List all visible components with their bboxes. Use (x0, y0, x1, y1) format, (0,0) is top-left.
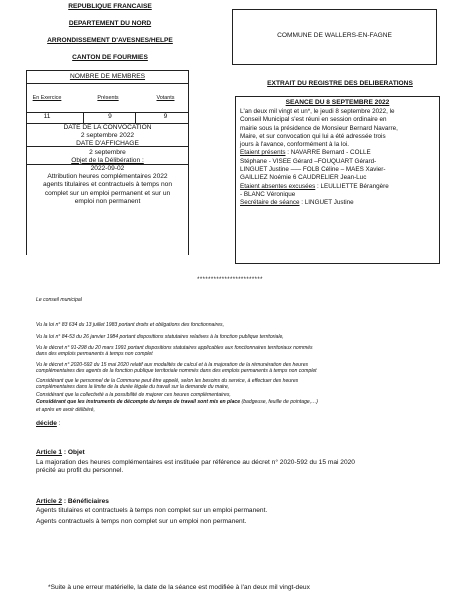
members-table (26, 70, 189, 124)
members-header-votants: Votants (156, 95, 175, 101)
article-1-line-2: précité au profit du personnel. (36, 467, 124, 475)
objet-line-3: complet sur un emploi permanent et sur un (44, 189, 171, 197)
affichage-title: DATE D'AFFICHAGE (76, 140, 139, 148)
article-1-line-1: La majoration des heures complémentaires est instituée par référence au décret n° 2020-592 du 15 mai 2020 (36, 459, 355, 466)
convocation-date: 2 septembre 2022 (80, 132, 135, 140)
article-1-text (36, 459, 426, 475)
commune-box (232, 9, 437, 65)
vu-4a: Vu le décret n° 2020-592 du 15 mai 2020 relatif aux modalités de calcul et à la majoration de la rémunération des heures (36, 362, 309, 368)
presents-line-4: GAILLIEZ Noémie 6 CAUDRELIER Jean-Luc (240, 174, 367, 182)
considerant-3-rest: (badgeuse, feuille de pointage,…) (240, 399, 318, 405)
article-2-label: Article 2 (36, 498, 63, 505)
article-1-rest: : Objet (62, 449, 85, 456)
vu-3a: Vu le décret n° 91-298 du 20 mars 1991 portant dispositions statutaires applicables aux fonctionnaires territoriaux nommés (36, 345, 313, 351)
vu-4 (36, 362, 416, 375)
decide-colon: : (56, 420, 61, 427)
objet-line-1: Attribution heures complémentaires 2022 (47, 173, 168, 181)
considerant-1a: Considérant que le personnel de la Commune peut être appelé, selon les besoins du service, à effectuer des heures (36, 378, 299, 384)
vu-4b: complémentaires des agents de la fonction publique territoriale nommés dans des emplois permanents à temps non complet (36, 368, 317, 375)
objet-ref: 2022-09-02 (90, 165, 125, 173)
members-header-exercice: En Exercice (32, 95, 62, 101)
footnote: *Suite à une erreur matérielle, la date de la séance est modifiée à l'an deux mil vingt-deux (48, 584, 310, 591)
decide-label: décide (36, 420, 57, 427)
decide-line (36, 420, 61, 428)
secretaire-text: : LINGUET Justine (299, 199, 354, 207)
article-2-rest: : Bénéficiaires (62, 498, 109, 505)
header-canton: CANTON DE FOURMIES (72, 54, 148, 61)
article-2-line-2: Agents contractuels à temps non complet sur un emploi non permanent. (36, 518, 247, 526)
seance-line-4: Maire, et sur convocation qui lui a été adressée trois (240, 132, 386, 140)
objet-title: Objet de la Délibération : (71, 156, 144, 164)
presents-line-3: LINGUET Justine ––– FOLB Céline – MAES Xavier- (240, 166, 386, 174)
article-1-label: Article 1 (36, 449, 63, 456)
members-title: NOMBRE DE MEMBRES (69, 73, 146, 80)
seance-title: SEANCE DU 8 SEPTEMBRE 2022 (285, 99, 390, 106)
vu-1: Vu la loi n° 83 634 du 13 juillet 1983 portant droits et obligations des fonctionnaires, (36, 322, 224, 328)
convocation-title: DATE DE LA CONVOCATION (63, 124, 152, 131)
objet-line-4: emploi non permanent (74, 197, 141, 205)
seance-line-2: Conseil Municipal s'est réuni en session ordinaire en (240, 116, 387, 124)
excuses-line-2: - BLANC Véronique (240, 190, 296, 198)
seance-line-1: L'an deux mil vingt et un*, le jeudi 8 septembre 2022, le (240, 108, 395, 115)
presents-line (240, 149, 437, 157)
members-value-exercice: 11 (43, 113, 51, 120)
vu-3 (36, 345, 416, 358)
objet-line-2: agents titulaires et contractuels à temps non (42, 181, 173, 189)
header-departement: DEPARTEMENT DU NORD (68, 20, 152, 27)
members-value-presents: 9 (108, 113, 112, 120)
seance-line-3: mairie sous la présidence de Monsieur Bernard Navarre, (240, 124, 398, 132)
vu-3b: dans des emplois permanents à temps non complet (36, 351, 153, 358)
separator: ************************ (197, 277, 263, 283)
convocation-block (26, 124, 189, 206)
members-header-presents: Présents (97, 95, 119, 101)
affichage-date: 2 septembre (89, 148, 126, 156)
vu-2: Vu la loi n° 84-53 du 26 janvier 1984 portant dispositions statutaires relatives à la fonction publique territoriale, (36, 334, 284, 340)
excuses-line (240, 183, 437, 191)
presents-label: Etaient présents (240, 149, 286, 157)
extrait-title: EXTRAIT DU REGISTRE DES DELIBERATIONS (267, 80, 413, 87)
seance-text (240, 108, 437, 208)
article-1-title (36, 449, 85, 457)
considerant-2: Considérant que la collectivité a la possibilité de majorer ces heures complémentaires, (36, 392, 231, 398)
article-2-text (36, 507, 426, 526)
presents-text: : NAVARRE Bernard - COLLE (285, 149, 371, 157)
apres-delibere: et après en avoir délibéré, (36, 407, 95, 413)
considerant-3-bold: Considérant que les instruments de décompte du temps de travail sont mis en place (36, 399, 241, 405)
seance-line-5: jours à l'avance, conformément à la loi. (240, 141, 350, 149)
presents-line-2: Stéphane - VISEE Gérard –FOUQUART Gérard- (240, 157, 377, 165)
commune-name: COMMUNE DE WALLERS-EN-FAGNE (277, 32, 392, 39)
conseil-label: Le conseil municipal (36, 297, 82, 303)
article-2-line-1: Agents titulaires et contractuels à temps non complet sur un emploi permanent. (36, 507, 268, 514)
article-2-title (36, 498, 109, 506)
header-republique: REPUBLIQUE FRANCAISE (68, 3, 152, 10)
considerant-1b: complémentaires dans la limite de la durée légale du travail sur la demande du maire, (36, 384, 230, 391)
considerant-3 (36, 399, 416, 405)
excuses-text: : LEULLIETTE Bérangère (315, 182, 389, 190)
excuses-label: Etaient absentes excusées (240, 182, 316, 190)
seance-box (235, 96, 440, 264)
secretaire-line (240, 199, 437, 207)
header-arrondissement: ARRONDISSEMENT D'AVESNES/HELPE (47, 37, 173, 44)
secretaire-label: Secrétaire de séance (240, 199, 300, 207)
members-value-votants: 9 (163, 113, 168, 120)
considerant-1 (36, 378, 416, 391)
